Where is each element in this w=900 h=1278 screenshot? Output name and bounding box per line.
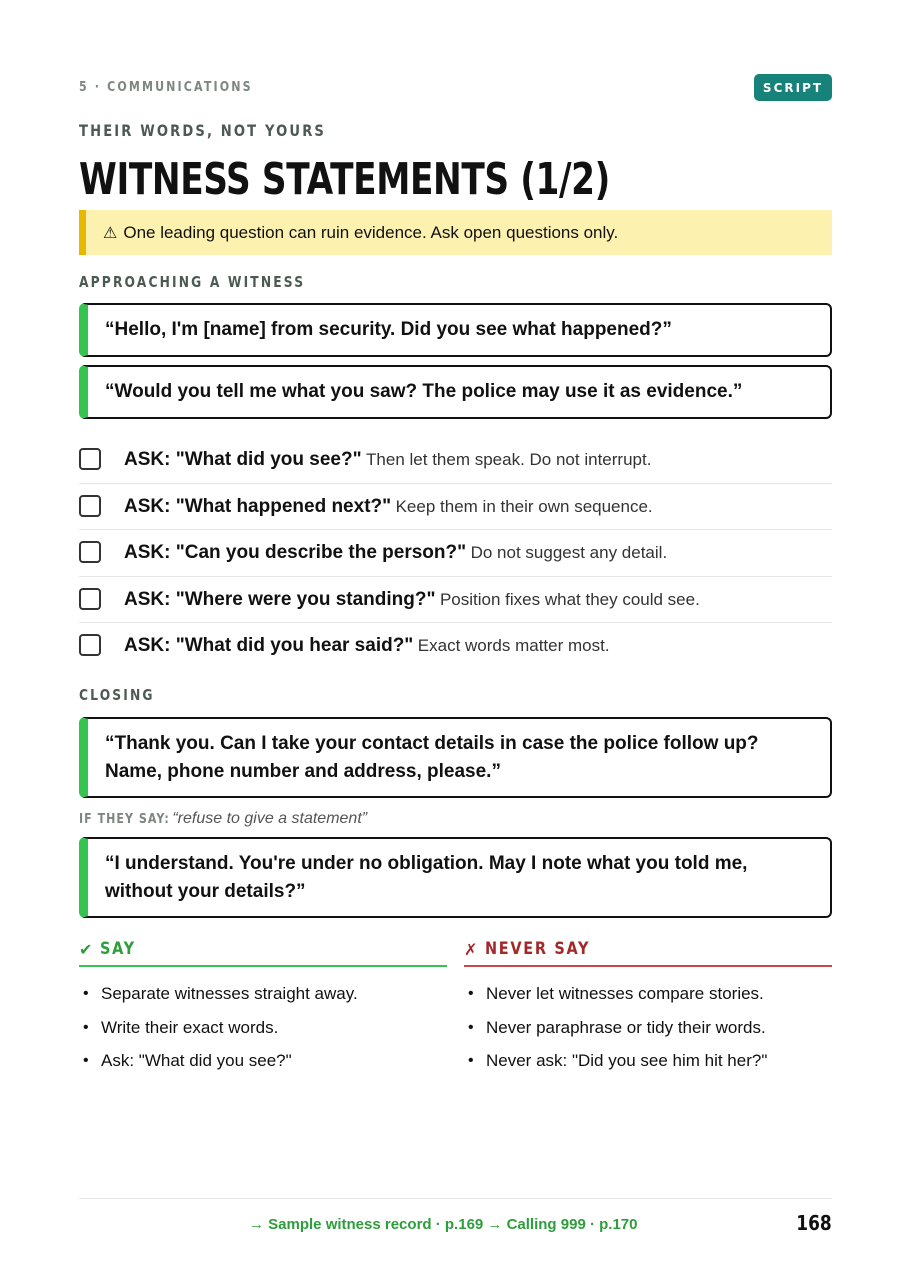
closing-heading: CLOSING (79, 686, 155, 704)
page-title: WITNESS STATEMENTS (1/2) (79, 154, 610, 205)
checklist-note: Then let them speak. Do not interrupt. (366, 450, 652, 469)
checkbox[interactable] (79, 588, 101, 610)
list-item: • Never let witnesses compare stories. (464, 977, 832, 1011)
checklist-note: Do not suggest any detail. (470, 543, 668, 562)
warning-icon: ⚠ (103, 223, 118, 242)
say-heading (79, 933, 447, 967)
checklist-item-text (124, 589, 700, 611)
checklist-note: Position fixes what they could see. (439, 589, 700, 609)
checklist-item-text (124, 496, 653, 518)
checklist-item-text (124, 635, 610, 657)
say-column (79, 933, 447, 1078)
page-kicker: THEIR WORDS, NOT YOURS (79, 121, 327, 140)
script-quote-text: “I understand. You're under no obligation. May I note what you told me, without your details?” (105, 852, 748, 902)
checkbox[interactable] (79, 634, 101, 656)
question-checklist (79, 437, 832, 670)
checkbox[interactable] (79, 541, 101, 563)
say-list (79, 977, 447, 1078)
checklist-question: ASK: "What did you hear said?" (124, 635, 414, 656)
checklist-question: ASK: "What happened next?" (124, 495, 392, 517)
list-item: • Write their exact words. (79, 1011, 447, 1045)
checkbox[interactable] (79, 448, 101, 470)
section-label: 5 · COMMUNICATIONS (79, 80, 253, 95)
never-say-heading (464, 933, 832, 967)
footer-cross-references[interactable]: → Sample witness record · p.169 → Calling 999 · p.170 (249, 1216, 638, 1233)
warning-callout (79, 210, 832, 255)
list-item: • Separate witnesses straight away. (79, 977, 447, 1011)
page (79, 0, 832, 1278)
checklist-item-text (124, 449, 651, 471)
script-quote-text: “Would you tell me what you saw? The police may use it as evidence.” (105, 381, 743, 402)
check-mark-icon: ✔ (79, 939, 95, 959)
checkbox[interactable] (79, 495, 101, 517)
checklist-note: Exact words matter most. (417, 636, 610, 655)
script-quote-refusal (79, 837, 832, 918)
checklist-item (79, 623, 832, 670)
script-quote-text: “Thank you. Can I take your contact details in case the police follow up? Name, phone number and address, please.” (105, 732, 759, 782)
checklist-item (79, 577, 832, 624)
checklist-question: ASK: "What did you see?" (124, 449, 362, 470)
script-quote-request (79, 365, 832, 419)
if-they-say-line (79, 810, 367, 828)
warning-text: One leading question can ruin evidence. Ask open questions only. (123, 222, 619, 242)
checklist-note: Keep them in their own sequence. (395, 496, 653, 516)
footer-divider (79, 1198, 832, 1199)
list-item: • Ask: "What did you see?" (79, 1044, 447, 1078)
say-heading-text: SAY (100, 939, 137, 959)
script-quote-greeting (79, 303, 832, 357)
checklist-question: ASK: "Can you describe the person?" (124, 542, 467, 563)
checklist-question: ASK: "Where were you standing?" (124, 588, 436, 610)
list-item: • Never ask: "Did you see him hit her?" (464, 1044, 832, 1078)
checklist-item (79, 437, 832, 484)
if-they-say-text: “refuse to give a statement” (172, 810, 368, 827)
never-say-heading-text: NEVER SAY (485, 939, 591, 959)
script-quote-text: “Hello, I'm [name] from security. Did you see what happened?” (105, 319, 672, 340)
checklist-item (79, 484, 832, 531)
list-item: • Never paraphrase or tidy their words. (464, 1011, 832, 1045)
never-say-column (464, 933, 832, 1078)
script-quote-closing (79, 717, 832, 798)
script-badge: SCRIPT (754, 74, 832, 101)
cross-mark-icon: ✗ (464, 939, 480, 959)
top-bar (79, 78, 832, 100)
approaching-heading: APPROACHING A WITNESS (79, 273, 306, 291)
checklist-item (79, 530, 832, 577)
checklist-item-text (124, 542, 667, 564)
never-say-list (464, 977, 832, 1078)
page-number: 168 (796, 1211, 832, 1235)
if-they-say-label: IF THEY SAY: (79, 812, 170, 827)
